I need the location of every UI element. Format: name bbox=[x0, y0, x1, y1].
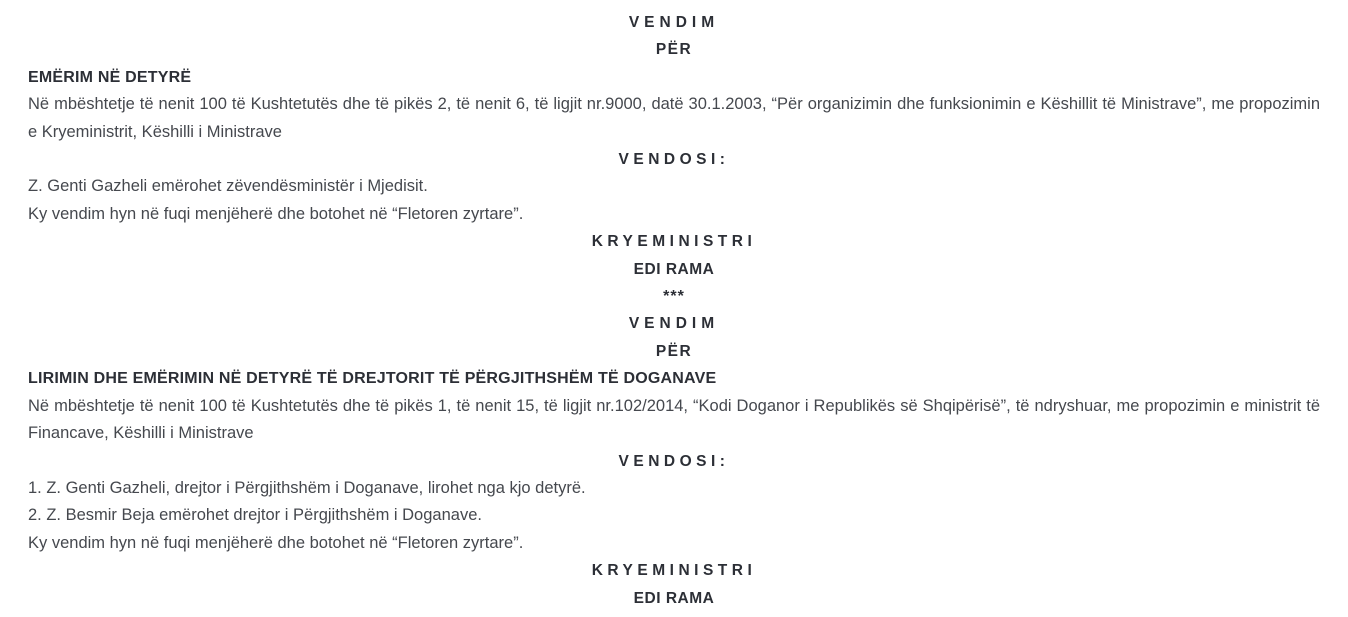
decision-2-decree-heading: VENDOSI: bbox=[618, 452, 730, 470]
decision-2-preamble: Në mbështetje të nenit 100 të Kushtetutës dhe të pikës 1, të nenit 15, të ligjit nr.102/2014, “Kodi Doganor i Republikës së Shqipërisë”, të ndryshuar, me propozimin e ministrit të Financave, Këshilli i Ministrave bbox=[28, 396, 1320, 443]
decision-2-kicker: VENDIM bbox=[628, 315, 720, 333]
decision-1-decree-heading: VENDOSI: bbox=[618, 151, 730, 169]
section-separator: *** bbox=[663, 288, 685, 306]
decision-1-subject-title: EMËRIM NË DETYRË bbox=[28, 68, 192, 86]
decision-2 bbox=[28, 310, 1320, 611]
decision-1-preamble: Në mbështetje të nenit 100 të Kushtetutës dhe të pikës 2, të nenit 6, të ligjit nr.9000, datë 30.1.2003, “Për organizimin dhe funksionimin e Këshillit të Ministrave”, me propozimin e Kryeministrit, Këshilli i Ministrave bbox=[28, 95, 1320, 141]
decision-1-clause-2: Ky vendim hyn në fuqi menjëherë dhe botohet në “Fletoren zyrtare”. bbox=[28, 204, 524, 223]
decision-2-clause-3: Ky vendim hyn në fuqi menjëherë dhe botohet në “Fletoren zyrtare”. bbox=[28, 533, 524, 552]
decision-1-kicker-sub: PËR bbox=[655, 41, 693, 59]
decision-2-kicker-sub: PËR bbox=[655, 342, 693, 360]
decision-1-clause-1: Z. Genti Gazheli emërohet zëvendësministër i Mjedisit. bbox=[28, 177, 428, 196]
decision-2-clause-2: 2. Z. Besmir Beja emërohet drejtor i Përgjithshëm i Doganave. bbox=[28, 506, 482, 525]
decision-2-signature-title: KRYEMINISTRI bbox=[591, 562, 757, 580]
decision-1 bbox=[28, 9, 1320, 283]
decision-2-clause-1: 1. Z. Genti Gazheli, drejtor i Përgjithshëm i Doganave, lirohet nga kjo detyrë. bbox=[28, 478, 586, 497]
decision-1-signature-name: EDI RAMA bbox=[633, 260, 715, 278]
decision-2-subject-title: LIRIMIN DHE EMËRIMIN NË DETYRË TË DREJTORIT TË PËRGJITHSHËM TË DOGANAVE bbox=[28, 370, 717, 388]
decision-1-kicker: VENDIM bbox=[628, 14, 720, 31]
decision-2-signature-name: EDI RAMA bbox=[633, 589, 715, 607]
decision-1-signature-title: KRYEMINISTRI bbox=[591, 233, 757, 251]
